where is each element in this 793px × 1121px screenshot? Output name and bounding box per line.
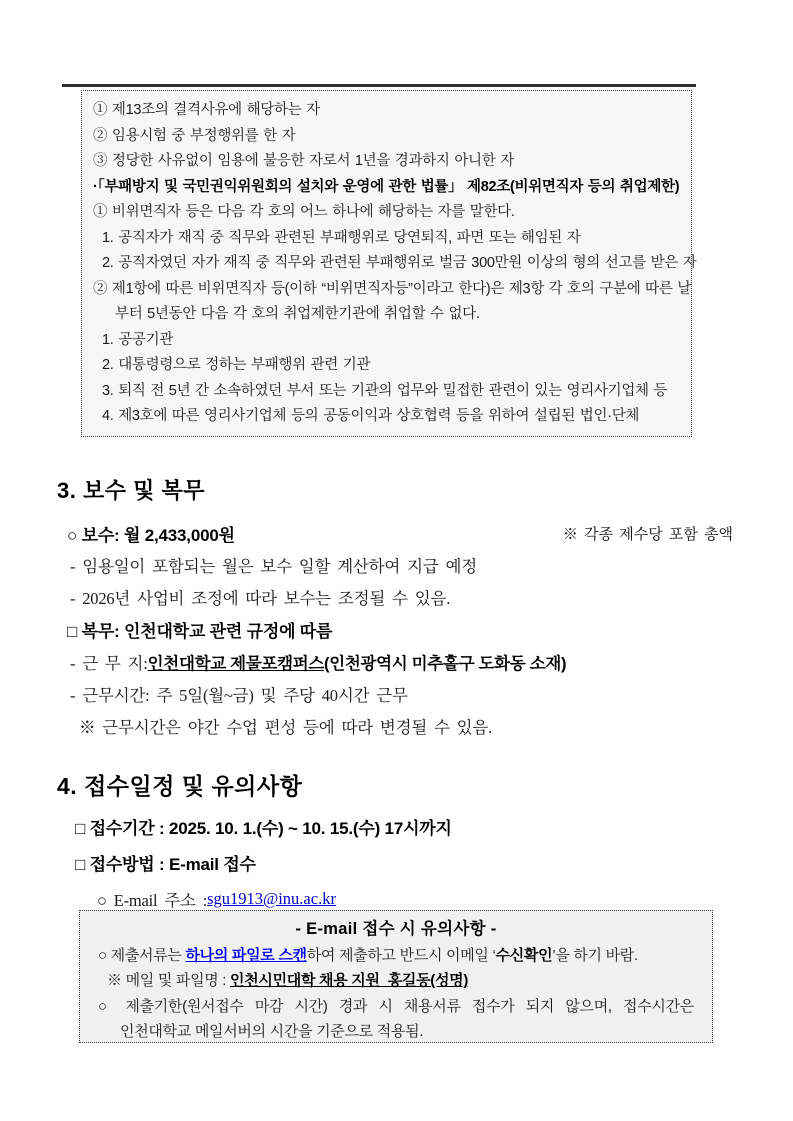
application-period-row bbox=[57, 808, 733, 845]
eligibility-line: 2. 공직자였던 자가 재직 중 직무와 관련된 부패행위로 벌금 300만원 이상의 형의 선고를 받은 자 bbox=[102, 255, 697, 271]
eligibility-line: ② 제1항에 따른 비위면직자 등(이하 “비위면직자등”이라고 한다)은 제3항 각 호의 구분에 따른 날 bbox=[93, 280, 692, 297]
application-period: □ 접수기간 : 2025. 10. 1.(수) ~ 10. 15.(수) 17시까지 bbox=[75, 818, 452, 838]
notice-line1-prefix: ○ 제출서류는 bbox=[98, 947, 186, 964]
section-application bbox=[57, 772, 733, 918]
pay-amount-label: ○ 보수: 월 2,433,000원 bbox=[67, 525, 235, 545]
pay-row bbox=[57, 517, 733, 549]
eligibility-line: ③ 정당한 사유없이 임용에 불응한 자로서 1년을 경과하지 아니한 자 bbox=[93, 153, 514, 169]
filename-format-emphasis: 인천시민대학 채용 지원_홍길동(성명) bbox=[230, 972, 469, 990]
duty-row bbox=[57, 614, 733, 646]
eligibility-line: 1. 공직자가 재직 중 직무와 관련된 부패행위로 당연퇴직, 파면 또는 해임된 자 bbox=[102, 229, 581, 246]
eligibility-line: 4. 제3호에 따른 영리사기업체 등의 공동이익과 상호협력 등을 위하여 설립된 법인·단체 bbox=[102, 408, 640, 424]
notice-line-deadline-continuation: 인천대학교 메일서버의 시간을 기준으로 적용됨. bbox=[120, 1023, 424, 1041]
pay-sub-row bbox=[57, 581, 733, 613]
work-hours: - 근무시간: 주 5일(월~금) 및 주당 40시간 근무 bbox=[70, 686, 408, 706]
email-address-link[interactable]: sgu1913@inu.ac.kr bbox=[207, 889, 336, 909]
table-bottom-rule bbox=[62, 84, 696, 87]
eligibility-line: 2. 대통령령으로 정하는 부패행위 관련 기관 bbox=[102, 357, 371, 373]
eligibility-line: ① 비위면직자 등은 다음 각 호의 어느 하나에 해당하는 자를 말한다. bbox=[93, 204, 515, 220]
section-compensation bbox=[57, 477, 733, 742]
notice-line1-mid: 하여 제출하고 반드시 이메일 ‘ bbox=[306, 947, 496, 964]
eligibility-line: 1. 공공기관 bbox=[102, 331, 174, 348]
email-notice-box bbox=[79, 910, 713, 1043]
workplace-prefix: - 근 무 지: bbox=[70, 653, 148, 673]
section4-heading: 4. 접수일정 및 유의사항 bbox=[57, 773, 303, 799]
filename-label: ※ 메일 및 파일명 : bbox=[107, 972, 231, 990]
workplace-campus-name: 인천대학교 제물포캠퍼스 bbox=[147, 654, 324, 673]
work-hours-note-row bbox=[57, 710, 733, 742]
single-file-scan-emphasis: 하나의 파일로 스캔 bbox=[185, 947, 307, 964]
notice-line1-suffix: ’을 하기 바람. bbox=[552, 947, 638, 964]
notice-line-scan bbox=[98, 943, 694, 968]
email-address-label: ○ E-mail 주소 : bbox=[97, 891, 208, 911]
eligibility-line-continuation: 부터 5년동안 다음 각 호의 취업제한기관에 취업할 수 없다. bbox=[115, 306, 480, 322]
application-method: □ 접수방법 : E-mail 접수 bbox=[75, 855, 256, 875]
workplace-address: (인천광역시 미추홀구 도화동 소재) bbox=[324, 654, 567, 673]
duty-label: □ 복무: 인천대학교 관련 규정에 따름 bbox=[67, 622, 333, 642]
pay-adjustment-note: - 2026년 사업비 조정에 따라 보수는 조정될 수 있음. bbox=[70, 589, 451, 609]
receipt-check-emphasis: 수신확인 bbox=[495, 947, 553, 964]
eligibility-line: ② 임용시험 중 부정행위를 한 자 bbox=[93, 127, 296, 144]
notice-line-deadline: ○ 제출기한(원서접수 마감 시간) 경과 시 채용서류 접수가 되지 않으며, 접수시간은 bbox=[98, 997, 694, 1015]
eligibility-line: 3. 퇴직 전 5년 간 소속하였던 부서 또는 기관의 업무와 밀접한 관련이 있는 영리사기업체 등 bbox=[102, 382, 668, 399]
pay-inclusion-note: ※ 각종 제수당 포함 총액 bbox=[562, 525, 733, 543]
eligibility-restriction-box bbox=[81, 90, 697, 437]
eligibility-line: ① 제13조의 결격사유에 해당하는 자 bbox=[93, 102, 320, 118]
application-method-row bbox=[57, 845, 733, 882]
workplace-row bbox=[57, 646, 733, 678]
email-notice-title: - E-mail 접수 시 유의사항 - bbox=[295, 920, 497, 938]
work-hours-note: ※ 근무시간은 야간 수업 편성 등에 따라 변경될 수 있음. bbox=[79, 718, 493, 738]
pay-proration-note: - 임용일이 포함되는 월은 보수 일할 계산하여 지급 예정 bbox=[70, 557, 477, 577]
notice-line-filename bbox=[98, 968, 694, 993]
section3-heading: 3. 보수 및 복무 bbox=[57, 478, 205, 503]
law-title-line: ·「부패방지 및 국민권익위원회의 설치와 운영에 관한 법률」 제82조(비위면직자 등의 취업제한) bbox=[93, 178, 680, 195]
pay-sub-row bbox=[57, 549, 733, 581]
work-hours-row bbox=[57, 678, 733, 710]
